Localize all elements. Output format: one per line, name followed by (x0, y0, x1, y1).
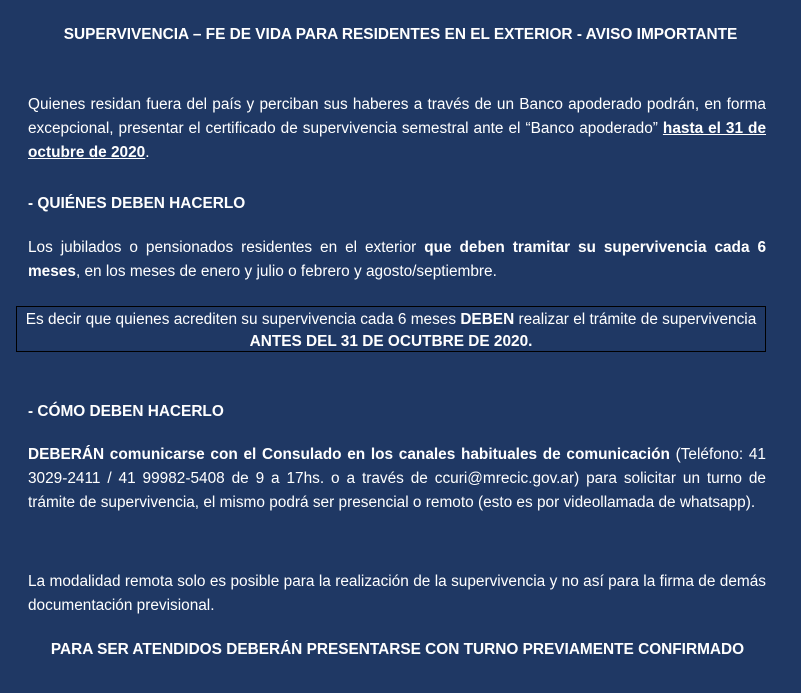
intro-deadline: hasta el 31 de octubre de 2020 (28, 120, 767, 161)
quienes-paragraph (28, 236, 766, 284)
quienes-text: Los jubilados o pensionados residentes en el exterior (28, 239, 425, 256)
quienes-bold-text: que deben tramitar su supervivencia cada 6 meses (28, 239, 767, 280)
remote-note-paragraph: La modalidad remota solo es posible para la realización de la supervivencia y no así para la firma de demás documentación previsional. (28, 573, 766, 614)
notice-box-must: DEBEN (460, 311, 515, 328)
notice-box-text: Es decir que quienes acrediten su supervivencia cada 6 meses (25, 311, 461, 328)
quienes-text-after: , en los meses de enero y julio o febrero y agosto/septiembre. (75, 263, 497, 280)
notice-box-deadline: ANTES DEL 31 DE OCUTBRE DE 2020. (249, 333, 533, 350)
intro-period: . (145, 144, 150, 161)
page-title: SUPERVIVENCIA – FE DE VIDA PARA RESIDENTES EN EL EXTERIOR - AVISO IMPORTANTE (63, 26, 738, 43)
notice-box-middle: realizar el trámite de supervivencia (514, 311, 757, 328)
notice-box (16, 306, 766, 352)
como-bold-text: DEBERÁN comunicarse con el Consulado en los canales habituales de comunicación (28, 446, 670, 463)
final-notice: PARA SER ATENDIDOS DEBERÁN PRESENTARSE CON TURNO PREVIAMENTE CONFIRMADO (50, 641, 745, 658)
intro-text: Quienes residan fuera del país y perciban sus haberes a través de un Banco apoderado podrán, en forma excepcional, presentar el certificado de supervivencia semestral ante el “Banco apoderado” (28, 96, 766, 137)
intro-paragraph (28, 93, 766, 165)
como-paragraph (28, 443, 766, 515)
section-heading-como: - CÓMO DEBEN HACERLO (28, 403, 224, 420)
section-heading-quienes: - QUIÉNES DEBEN HACERLO (28, 195, 246, 212)
como-text: (Teléfono: 41 3029-2411 / 41 99982-5408 de 9 a 17hs. o a través de ccuri@mrecic.gov.ar) para solicitar un turno de trámite de supervivencia, el mismo podrá ser presencial o remoto (esto es por videollamada de whatsapp). (28, 446, 766, 511)
